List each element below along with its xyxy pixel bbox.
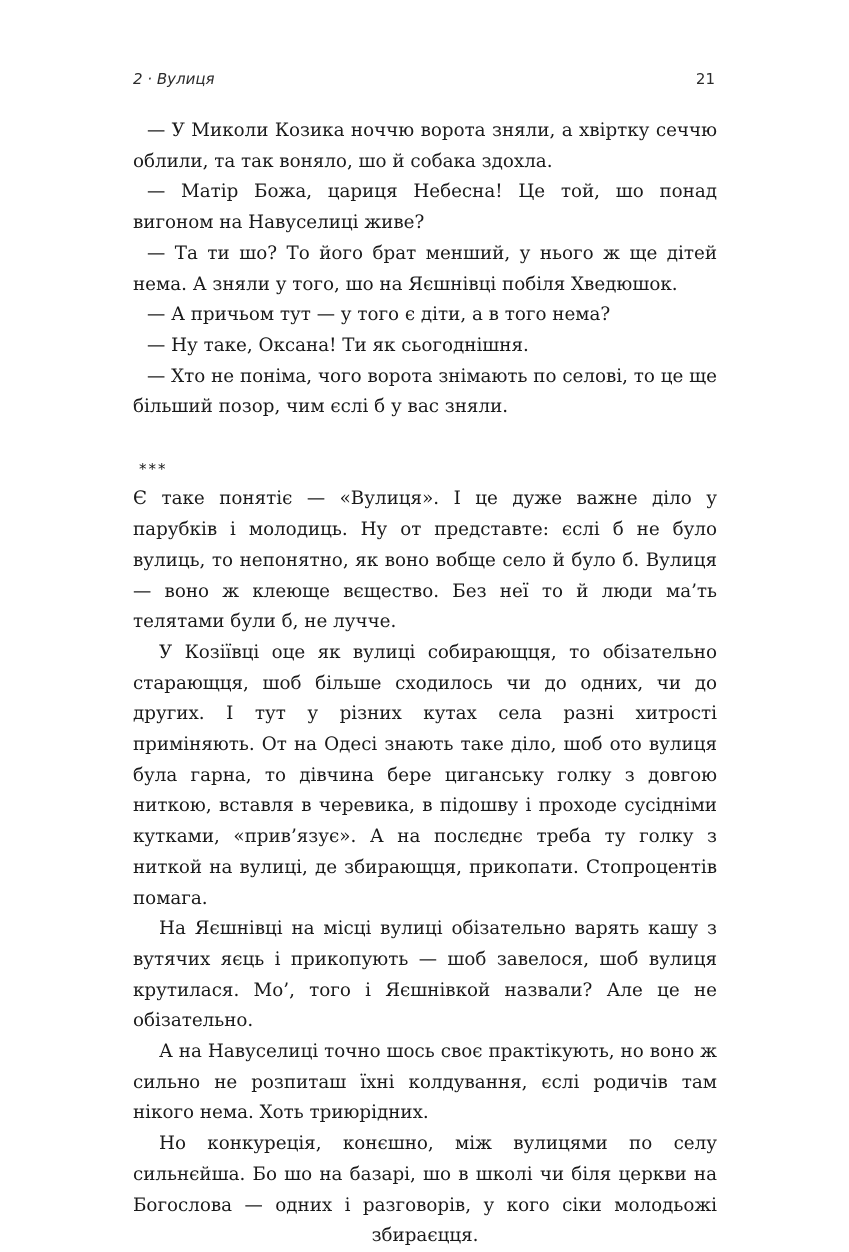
dialogue-line: — Ну таке, Оксана! Ти як сьогоднішня. [147,334,529,356]
dialogue-line: — У Миколи Козика ноччю ворота зняли, а хвіртку сеччю облили, та так воняло, шо й собака здохла. [133,120,717,172]
dialogue-line: — Та ти шо? То його брат менший, у нього ж ще дітей нема. А зняли у того, шо на Яєшнівці побіля Хведюшок. [133,242,717,295]
section-separator: *** [139,459,168,478]
paragraph: На Яєшнівці на місці вулиці обізательно варять кашу з вутячих яєць і прикопують — шоб завелося, шоб вулиця крутилася. Мо’, того і Яєшнівкой назвали? Але це не обізательно. [133,918,717,1032]
running-head [133,70,715,94]
paragraph: Но конкуреція, конєшно, між вулицями по селу сильнєйша. Бо шо на базарі, шо в школі чи біля церкви на Богослова — одних і разговорів, у кого сіки молодьожі збираєцця. [133,1133,717,1247]
paragraph: У Козіївці оце як вулиці собирающця, то обізательно старающця, шоб більше сходилось чи до одних, чи до других. І тут у різних кутах села разні хитрості приміняють. От на Одесі знають таке діло, шоб ото вулиця була гарна, то дівчина бере циганську голку з довгою ниткою, вставля в черевика, в підошву і проходе сусідніми кутками, «прив’язує». А на послєднє треба ту голку з ниткой на вулиці, де збирающця, прикопати. Стопроцентів помага. [133,641,717,909]
dialogue-line: — Хто не поніма, чого ворота знімають по селові, то це ще більший позор, чим єслі б у вас зняли. [133,365,717,418]
paragraph: Є таке понятіє — «Вулиця». І це дуже важне діло у парубків і молодиць. Ну от представте: єслі б не було вулиць, то непонятно, як воно вобще село й було б. Вулиця — воно ж клеюще вєщество. Без неї то й люди ма’ть телятами були б, не лучче. [133,488,717,633]
paragraph: А на Навуселиці точно шось своє практікують, но воно ж сильно не розпиташ їхні колдування, єслі родичів там нікого нема. Хоть триюрідних. [133,1041,717,1124]
dialogue-line: — А причьом тут — у того є діти, а в того нема? [147,304,611,326]
dialogue-line: — Матір Божа, цариця Небесна! Це той, шо понад вигоном на Навуселиці живе? [133,181,717,234]
body-text [133,116,717,1252]
chapter-title: 2 · Вулиця [133,70,215,88]
page-number: 21 [695,70,715,88]
